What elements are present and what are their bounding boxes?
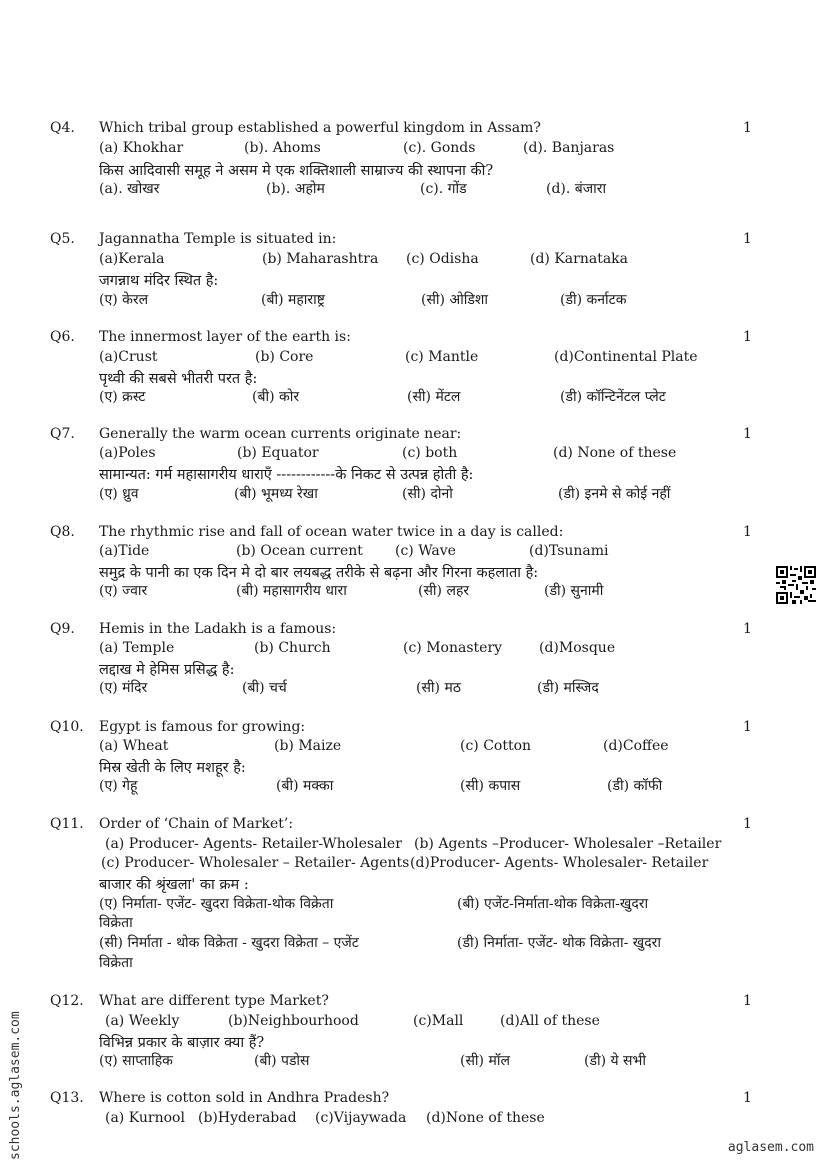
option-en-a: (a) Wheat [99,738,169,754]
question-text-hi: बाजार की श्रृंखला' का क्रम : [99,877,249,893]
question-text-hi: जगन्नाथ मंदिर स्थित है: [99,273,219,289]
option-hi-a: (ए) ज्वार [99,583,148,599]
option-en-c: (c)Mall [413,1013,464,1029]
option-hi-d: (डी) कॉन्टिनेंटल प्लेट [560,389,666,405]
option-en-c: (c) Mantle [405,349,479,365]
option-en-d: (d)Coffee [603,738,669,754]
option-hi-a: (ए) क्रस्ट [99,389,146,405]
question-marks: 1 [743,524,752,540]
option-en-a: (a)Crust [99,349,158,365]
option-hi-b: (बी) एजेंट-निर्माता-थोक विक्रेता-खुदरा [457,896,649,912]
question-text-hi: लद्दाख मे हेमिस प्रसिद्ध है: [99,662,235,678]
option-en-b: (b) Maharashtra [262,251,379,267]
option-hi-d-cont: विक्रेता [99,955,133,971]
question-text-en: Generally the warm ocean currents originate near: [99,426,462,442]
option-hi-b: (बी) पडोस [254,1053,310,1069]
question-text-en: The rhythmic rise and fall of ocean water twice in a day is called: [99,524,564,540]
option-en-a: (a) Kurnool [105,1110,185,1126]
option-en-a: (a) Weekly [105,1013,180,1029]
option-hi-b-cont: विक्रेता [99,915,133,931]
option-hi-a: (ए) मंदिर [99,680,148,696]
option-en-d: (d)Tsunami [529,543,609,559]
option-en-b: (b) Core [255,349,314,365]
option-en-c: (c)Vijaywada [315,1110,407,1126]
option-en-a: (a) Producer- Agents- Retailer-Wholesaler [105,836,402,852]
option-hi-a: (ए) ध्रुव [99,486,139,502]
option-hi-c: (सी) मठ [416,680,461,696]
watermark-right: aglasem.com [727,1140,814,1155]
question-marks: 1 [743,231,752,247]
option-en-c: (c). Gonds [403,140,476,156]
option-en-b: (b)Neighbourhood [228,1013,359,1029]
option-en-a: (a)Poles [99,445,156,461]
option-en-c: (c) Cotton [460,738,532,754]
option-en-d: (d)Producer- Agents- Wholesaler- Retailer [410,855,709,871]
question-number: Q9. [50,621,75,637]
option-en-a: (a) Temple [99,640,175,656]
option-hi-b: (बी) कोर [252,389,300,405]
option-en-d: (d)Continental Plate [554,349,698,365]
question-marks: 1 [743,621,752,637]
watermark-left: schools.aglasem.com [8,1011,23,1160]
question-text-hi: मिस्र खेती के लिए मशहूर है: [99,760,246,776]
option-hi-c: (सी) दोनो [402,486,453,502]
option-hi-a: (ए) केरल [99,292,149,308]
question-text-en: Jagannatha Temple is situated in: [99,231,337,247]
question-text-en: Which tribal group established a powerful kingdom in Assam? [99,120,541,136]
option-en-c: (c) Producer- Wholesaler – Retailer- Agents [101,855,410,871]
option-hi-c: (सी) निर्माता - थोक विक्रेता - खुदरा विक्रेता – एजेंट [99,935,359,951]
option-en-c: (c) both [402,445,458,461]
option-en-a: (a)Tide [99,543,150,559]
question-marks: 1 [743,816,752,832]
option-hi-a: (ए) साप्ताहिक [99,1053,173,1069]
question-text-en: Where is cotton sold in Andhra Pradesh? [99,1090,390,1106]
option-hi-a: (ए) गेहू [99,778,138,794]
option-hi-b: (बी) महाराष्ट्र [261,292,325,308]
option-en-a: (a)Kerala [99,251,165,267]
option-en-b: (b)Hyderabad [198,1110,297,1126]
option-hi-c: (सी) कपास [460,778,521,794]
option-hi-b: (b). अहोम [266,181,325,197]
question-text-hi: किस आदिवासी समूह ने असम मे एक शक्तिशाली साम्राज्य की स्थापना की? [99,163,494,179]
option-hi-a: (ए) निर्माता- एजेंट- खुदरा विक्रेता-थोक विक्रेता [99,896,334,912]
question-number: Q6. [50,329,75,345]
question-text-en: What are different type Market? [99,993,329,1009]
option-en-b: (b) Equator [237,445,319,461]
option-en-d: (d)All of these [500,1013,600,1029]
option-en-d: (d)None of these [426,1110,545,1126]
question-number: Q13. [50,1090,84,1106]
option-hi-d: (डी) इनमे से कोई नहीं [558,486,671,502]
option-hi-d: (d). बंजारा [546,181,607,197]
question-number: Q8. [50,524,75,540]
option-hi-a: (a). खोखर [99,181,160,197]
option-hi-c: (सी) मॉल [460,1053,510,1069]
option-hi-d: (डी) कॉफी [607,778,663,794]
option-hi-d: (डी) मस्जिद [537,680,599,696]
question-text-hi: समुद्र के पानी का एक दिन मे दो बार लयबद्ध तरीके से बढ़ना और गिरना कहलाता है: [99,565,539,581]
option-en-b: (b). Ahoms [244,140,321,156]
question-marks: 1 [743,329,752,345]
question-text-en: Order of ‘Chain of Market’: [99,816,294,832]
question-number: Q10. [50,719,84,735]
question-text-hi: सामान्यत: गर्म महासागरीय धाराएँ ------------के निकट से उत्पन्न होती है: [99,467,474,483]
option-hi-c: (सी) लहर [418,583,470,599]
option-en-d: (d) Karnataka [530,251,628,267]
question-text-en: The innermost layer of the earth is: [99,329,351,345]
option-hi-c: (सी) मेंटल [407,389,461,405]
option-en-b: (b) Maize [274,738,342,754]
option-en-c: (c) Wave [395,543,456,559]
question-text-hi: पृथ्वी की सबसे भीतरी परत है: [99,371,258,387]
option-en-d: (d) None of these [553,445,677,461]
option-hi-b: (बी) चर्च [242,680,287,696]
option-hi-b: (बी) भूमध्य रेखा [234,486,318,502]
question-marks: 1 [743,120,752,136]
option-hi-b: (बी) महासागरीय धारा [236,583,347,599]
question-marks: 1 [743,1090,752,1106]
question-number: Q12. [50,993,84,1009]
question-text-hi: विभिन्न प्रकार के बाज़ार क्या हैं? [99,1035,265,1051]
question-text-en: Egypt is famous for growing: [99,719,306,735]
option-en-b: (b) Ocean current [236,543,363,559]
question-marks: 1 [743,719,752,735]
option-en-c: (c) Odisha [406,251,479,267]
option-hi-d: (डी) सुनामी [544,583,604,599]
option-hi-d: (डी) ये सभी [584,1053,646,1069]
qr-code-icon [776,566,816,604]
question-number: Q7. [50,426,75,442]
question-marks: 1 [743,426,752,442]
option-hi-b: (बी) मक्का [276,778,334,794]
option-hi-d: (डी) निर्माता- एजेंट- थोक विक्रेता- खुदरा [457,935,661,951]
option-en-d: (d)Mosque [539,640,616,656]
question-number: Q11. [50,816,84,832]
question-number: Q5. [50,231,75,247]
question-text-en: Hemis in the Ladakh is a famous: [99,621,337,637]
question-number: Q4. [50,120,75,136]
option-en-c: (c) Monastery [403,640,503,656]
option-en-b: (b) Agents –Producer- Wholesaler –Retailer [414,836,722,852]
option-en-b: (b) Church [254,640,331,656]
question-marks: 1 [743,993,752,1009]
option-hi-c: (c). गोंड [420,181,467,197]
option-hi-c: (सी) ओडिशा [421,292,489,308]
option-en-d: (d). Banjaras [523,140,615,156]
option-hi-d: (डी) कर्नाटक [560,292,627,308]
option-en-a: (a) Khokhar [99,140,184,156]
